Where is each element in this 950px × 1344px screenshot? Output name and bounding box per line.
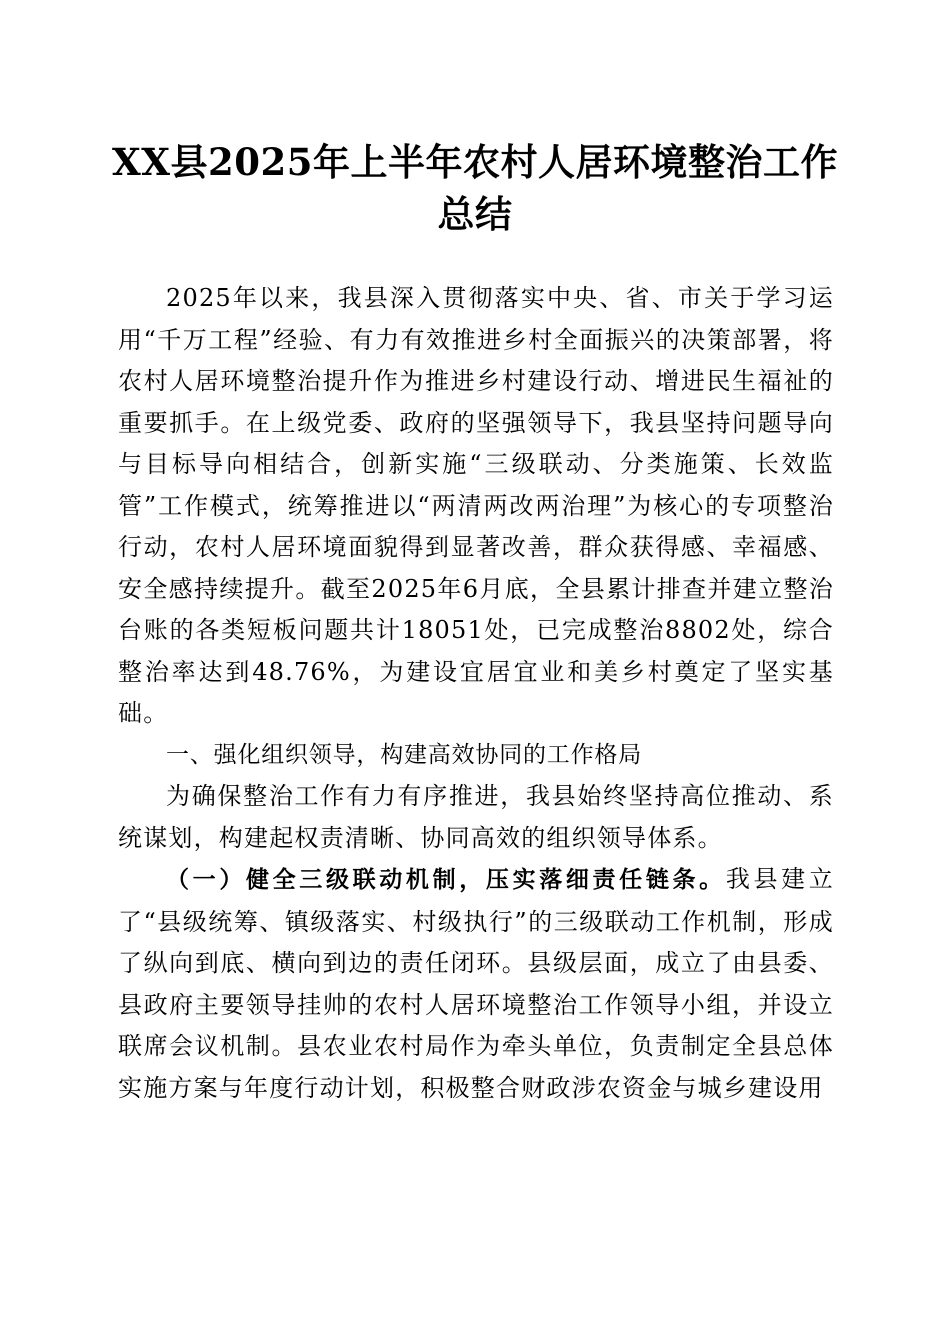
subsection-title: （一）健全三级联动机制，压实落细责任链条。 <box>166 867 726 893</box>
subsection-body: 我县建立了“县级统筹、镇级落实、村级执行”的三级联动工作机制，形成了纵向到底、横向到边的责任闭环。县级层面，成立了由县委、县政府主要领导挂帅的农村人居环境整治工作领导小组，并设立联席会议机制。县农业农村局作为牵头单位，负责制定全县总体实施方案与年度行动计划，积极整合财政涉农资金与城乡建设用 <box>118 865 834 1102</box>
section-heading: 一、强化组织领导，构建高效协同的工作格局 <box>166 741 642 768</box>
section-intro-paragraph: 为确保整治工作有力有序推进，我县始终坚持高位推动、系统谋划，构建起权责清晰、协同高效的组织领导体系。 <box>118 782 834 852</box>
document-title: XX县2025年上半年农村人居环境整治工作总结 <box>112 140 838 236</box>
intro-paragraph: 2025年以来，我县深入贯彻落实中央、省、市关于学习运用“千万工程”经验、有力有效推进乡村全面振兴的决策部署，将农村人居环境整治提升作为推进乡村建设行动、增进民生福祉的重要抓手。在上级党委、政府的坚强领导下，我县坚持问题导向与目标导向相结合，创新实施“三级联动、分类施策、长效监管”工作模式，统筹推进以“两清两改两治理”为核心的专项整治行动，农村人居环境面貌得到显著改善，群众获得感、幸福感、安全感持续提升。截至2025年6月底，全县累计排查并建立整治台账的各类短板问题共计18051处，已完成整治8802处，综合整治率达到48.76%，为建设宜居宜业和美乡村奠定了坚实基础。 <box>118 284 834 727</box>
document-body <box>118 278 834 1109</box>
subsection-paragraph <box>118 859 834 1109</box>
